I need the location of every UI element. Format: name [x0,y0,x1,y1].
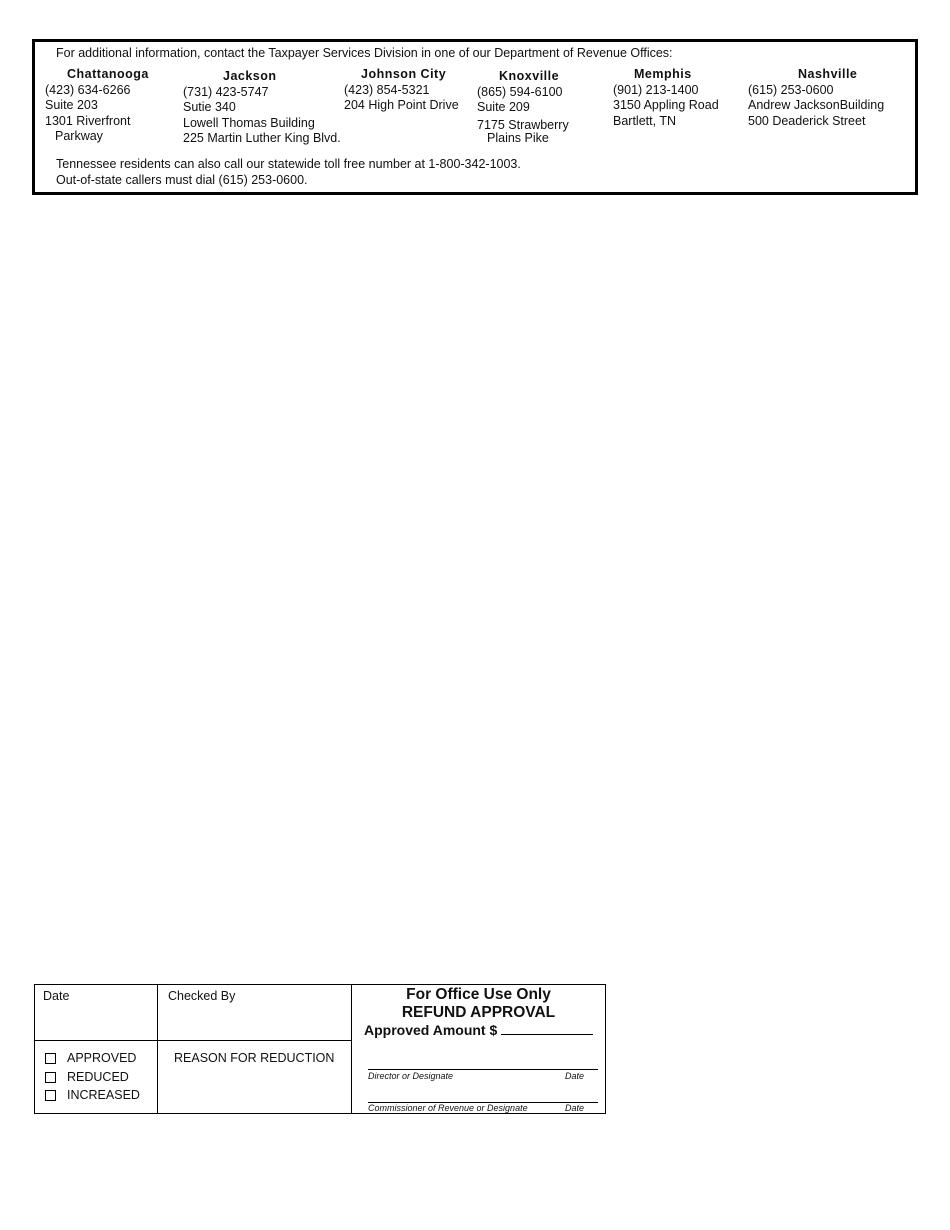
office-street-2: Parkway [55,129,103,143]
status-option-approved[interactable] [45,1051,136,1065]
office-phone: (423) 634-6266 [45,82,131,97]
office-knoxville [477,69,569,144]
office-phone: (901) 213-1400 [613,82,699,97]
approved-amount-label: Approved Amount $ [364,1022,498,1038]
reduced-label: REDUCED [67,1070,129,1084]
office-suite: Suite 203 [45,98,98,112]
office-building: Andrew JacksonBuilding [748,98,885,112]
status-options [35,1041,158,1113]
approved-label: APPROVED [67,1051,137,1065]
office-johnson-city [344,67,459,114]
office-street-2: Plains Pike [487,131,549,145]
office-name: Johnson City [361,67,447,81]
office-name: Chattanooga [67,67,149,81]
office-name: Memphis [634,67,692,81]
director-label: Director or Designate [368,1071,454,1081]
commissioner-label: Commissioner of Revenue or Designate [368,1103,528,1113]
refund-approval-panel [352,985,605,1113]
office-street: 204 High Point Drive [344,98,459,112]
toll-free-note [56,156,521,188]
office-city: Bartlett, TN [613,113,676,128]
office-jackson [183,69,341,147]
refund-approval-title: REFUND APPROVAL [401,1004,556,1021]
increased-label: INCREASED [67,1088,140,1102]
out-of-state-line: Out-of-state callers must dial (615) 253-0600. [56,173,308,187]
office-phone: (731) 423-5747 [183,84,269,99]
office-phone: (865) 594-6100 [477,84,563,99]
office-street: 7175 Strawberry [477,117,569,132]
office-use-box [34,984,606,1114]
commissioner-signature-caption [368,1103,584,1113]
date-label: Date [43,989,70,1003]
increased-checkbox[interactable] [45,1090,56,1101]
contact-intro: For additional information, contact the Taxpayer Services Division in one of our Department of Revenue Offices: [56,46,673,60]
approved-amount-line [501,1024,593,1035]
status-option-increased[interactable] [45,1088,140,1102]
office-name: Jackson [223,69,277,83]
status-option-reduced[interactable] [45,1070,129,1084]
reason-label: REASON FOR REDUCTION [174,1051,335,1065]
office-building: Lowell Thomas Building [183,115,315,130]
commissioner-date-label: Date [564,1103,584,1113]
date-field[interactable] [35,985,158,1041]
office-street: 500 Deaderick Street [748,113,866,128]
office-name: Knoxville [499,69,560,83]
director-date-label: Date [564,1071,584,1081]
approved-amount-field[interactable] [364,1022,593,1038]
office-phone: (423) 854-5321 [344,82,430,97]
office-chattanooga [45,67,149,145]
office-name: Nashville [798,67,858,81]
toll-free-line: Tennessee residents can also call our statewide toll free number at 1-800-342-1003. [56,157,521,171]
contact-info-box [32,39,918,195]
office-street: 3150 Appling Road [613,98,719,112]
director-signature-line[interactable] [368,1069,598,1070]
director-signature-caption [368,1071,584,1081]
checked-by-label: Checked By [168,989,236,1003]
reason-field[interactable] [158,1041,352,1113]
office-phone: (615) 253-0600 [748,82,834,97]
office-street: 1301 Riverfront [45,113,131,128]
office-nashville [748,67,884,129]
office-memphis [613,67,719,129]
office-use-title: For Office Use Only [406,986,551,1003]
approved-checkbox[interactable] [45,1053,56,1064]
reduced-checkbox[interactable] [45,1072,56,1083]
office-suite: Sutie 340 [183,100,236,114]
checked-by-field[interactable] [158,985,352,1041]
office-suite: Suite 209 [477,100,530,114]
office-street: 225 Martin Luther King Blvd. [183,131,341,145]
